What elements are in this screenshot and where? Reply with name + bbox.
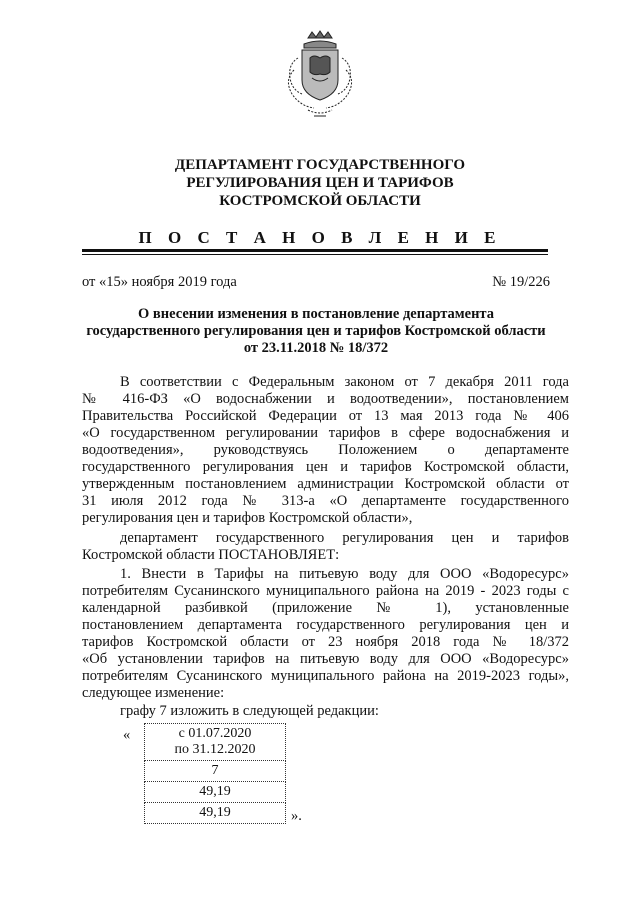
body-line: утвержденным постановлением администрации Костромской области от xyxy=(82,476,569,492)
body-line: Костромской области ПОСТАНОВЛЯЕТ: xyxy=(82,547,340,563)
table-cell: 49,19 xyxy=(145,782,286,803)
department-name-line-3: КОСТРОМСКОЙ ОБЛАСТИ xyxy=(219,193,421,209)
body-line: 31 июля 2012 года № 313-а «О департаменте государственного xyxy=(82,493,569,509)
table-header-row xyxy=(145,724,286,761)
title-rule-thin xyxy=(82,254,548,255)
period-start: с 01.07.2020 xyxy=(178,726,252,741)
document-date: от «15» ноября 2019 года xyxy=(82,274,237,290)
document-type-title: П О С Т А Н О В Л Е Н И Е xyxy=(138,228,502,247)
table-row xyxy=(145,803,286,824)
subject-line-3: от 23.11.2018 № 18/372 xyxy=(243,340,389,356)
table-row xyxy=(145,761,286,782)
period-end: по 31.12.2020 xyxy=(174,742,256,757)
closing-quote: ». xyxy=(291,808,302,824)
document-number: № 19/226 xyxy=(492,274,550,290)
subject-line-1: О внесении изменения в постановление департамента xyxy=(138,306,494,322)
table-row xyxy=(145,782,286,803)
body-line: В соответствии с Федеральным законом от 7 декабря 2011 года xyxy=(120,374,569,390)
body-line: постановлением департамента государственного регулирования цен и xyxy=(82,617,569,633)
body-line: «О государственном регулировании тарифов в сфере водоснабжения и xyxy=(82,425,569,441)
coat-of-arms-icon xyxy=(278,28,362,122)
department-name-line-1: ДЕПАРТАМЕНТ ГОСУДАРСТВЕННОГО xyxy=(174,157,466,173)
opening-quote: « xyxy=(123,727,131,743)
body-line: следующее изменение: xyxy=(82,685,225,701)
body-line: регулирования цен и тарифов Костромской области», xyxy=(82,510,413,526)
body-line: графу 7 изложить в следующей редакции: xyxy=(120,703,379,719)
body-line: государственного регулирования цен и тарифов Костромской области, xyxy=(82,459,569,475)
body-line: календарной разбивкой (приложение № 1), установленные xyxy=(82,600,569,616)
body-line: 1. Внести в Тарифы на питьевую воду для ООО «Водоресурс» xyxy=(120,566,569,582)
table-header-cell xyxy=(145,724,286,761)
tariff-column-table xyxy=(144,723,286,824)
body-line: потребителям Сусанинского муниципального района на 2019-2023 годы», xyxy=(82,668,569,684)
body-line: Правительства Российской Федерации от 13 мая 2013 года № 406 xyxy=(82,408,569,424)
body-line: № 416-ФЗ «О водоснабжении и водоотведении», постановлением xyxy=(82,391,569,407)
body-line: департамент государственного регулирования цен и тарифов xyxy=(120,530,569,546)
title-rule-thick xyxy=(82,249,548,252)
table-cell: 7 xyxy=(145,761,286,782)
department-name-line-2: РЕГУЛИРОВАНИЯ ЦЕН И ТАРИФОВ xyxy=(186,175,454,191)
body-line: тарифов Костромской области от 23 ноября 2018 года № 18/372 xyxy=(82,634,569,650)
body-line: водоотведения», руководствуясь Положением о департаменте xyxy=(82,442,569,458)
table-cell: 49,19 xyxy=(145,803,286,824)
subject-line-2: государственного регулирования цен и тарифов Костромской области xyxy=(86,323,546,339)
body-line: потребителям Сусанинского муниципального района на 2019 - 2023 годы с xyxy=(82,583,569,599)
body-line: «Об установлении тарифов на питьевую воду для ООО «Водоресурс» xyxy=(82,651,569,667)
